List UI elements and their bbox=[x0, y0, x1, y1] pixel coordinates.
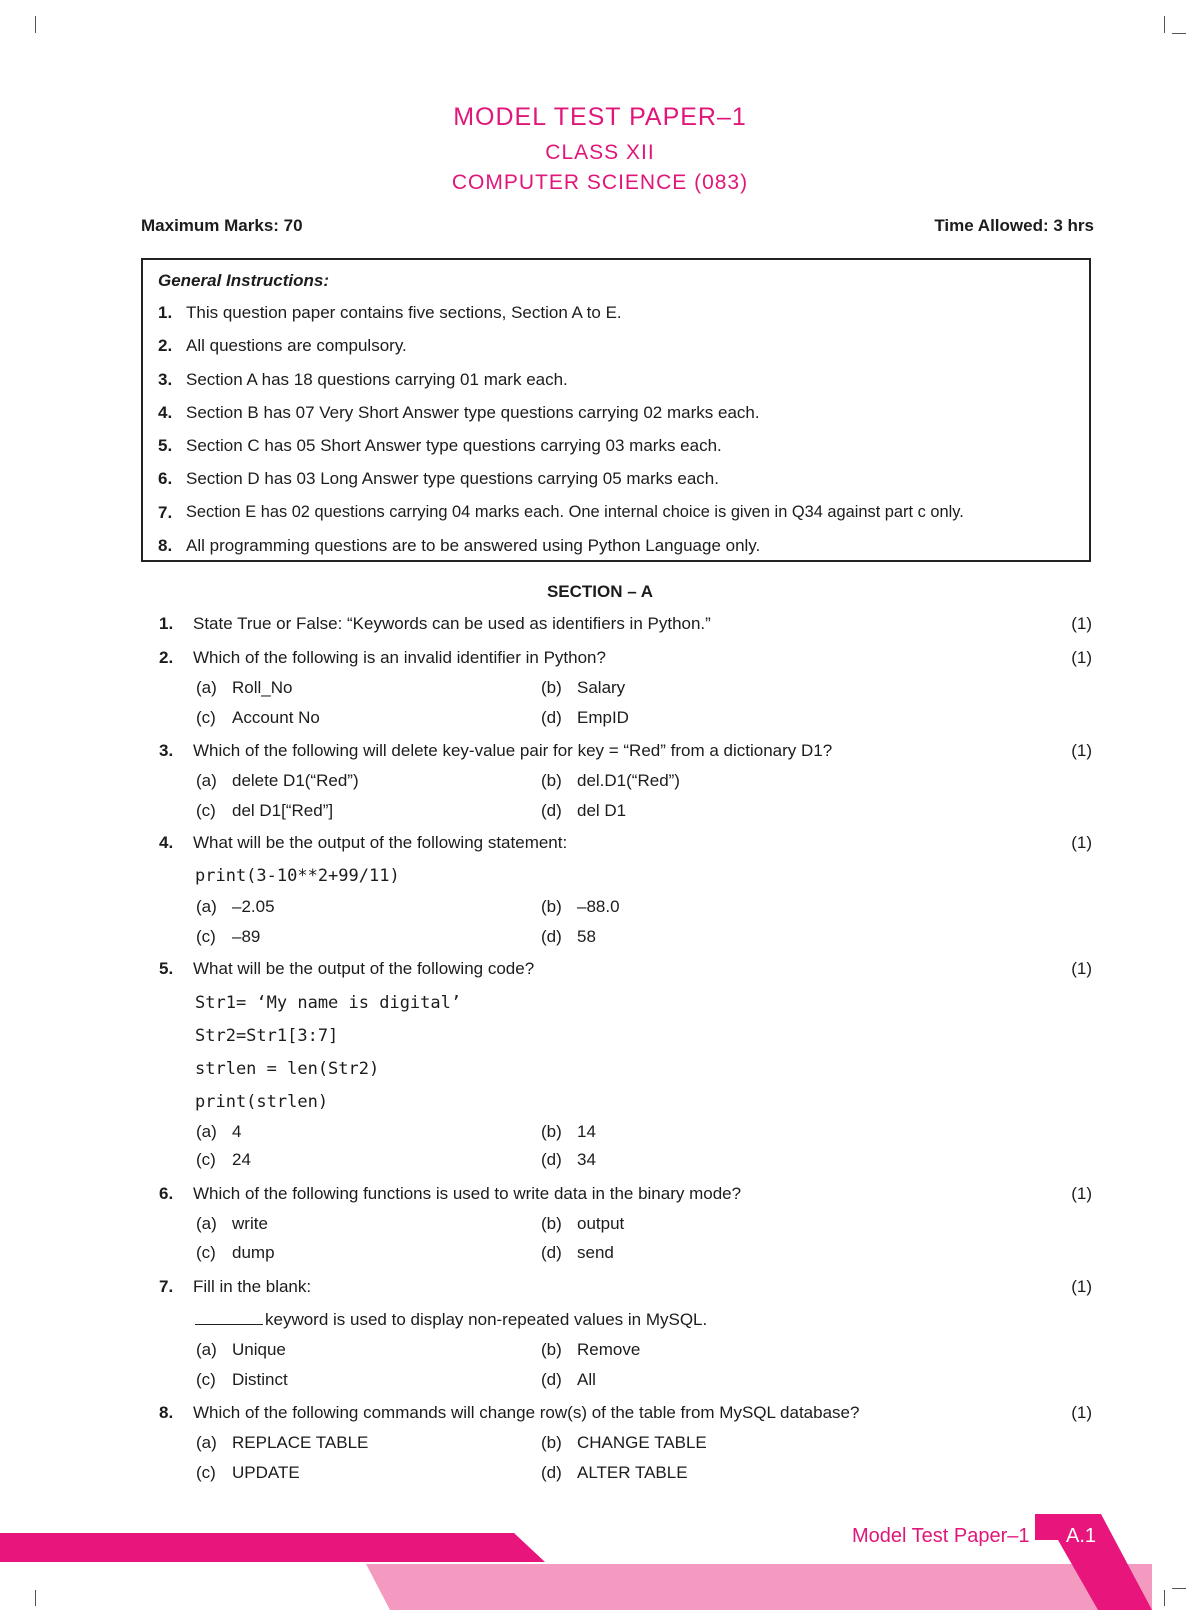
option-text: –89 bbox=[232, 927, 261, 946]
footer-label: Model Test Paper–1 bbox=[852, 1525, 1030, 1547]
question-6 bbox=[159, 1184, 1092, 1204]
option-text: Remove bbox=[577, 1340, 641, 1359]
option-text: send bbox=[577, 1243, 614, 1262]
option-item bbox=[541, 1340, 640, 1360]
instruction-text: All questions are compulsory. bbox=[186, 336, 407, 356]
question-number: 8. bbox=[159, 1403, 174, 1422]
option-text: –2.05 bbox=[232, 897, 275, 916]
instruction-text: Section D has 03 Long Answer type questions carrying 05 marks each. bbox=[186, 469, 719, 489]
instruction-item bbox=[158, 329, 1074, 362]
fill-in-text: keyword is used to display non-repeated values in MySQL. bbox=[265, 1310, 708, 1329]
option-item bbox=[196, 771, 359, 791]
page-number: A.1 bbox=[1066, 1525, 1097, 1547]
class-title: CLASS XII bbox=[545, 141, 655, 164]
option-item bbox=[541, 1370, 596, 1390]
option-letter: (d) bbox=[541, 1463, 562, 1482]
option-letter: (c) bbox=[196, 801, 216, 820]
question-text: Which of the following will delete key-value pair for key = “Red” from a dictionary D1? bbox=[193, 741, 833, 760]
option-text: CHANGE TABLE bbox=[577, 1433, 707, 1452]
option-item bbox=[541, 801, 626, 821]
option-item bbox=[196, 1150, 251, 1170]
option-item bbox=[196, 897, 275, 917]
option-letter: (d) bbox=[541, 927, 562, 946]
option-text: 4 bbox=[232, 1122, 242, 1141]
code-line: strlen = len(Str2) bbox=[195, 1059, 380, 1079]
option-item bbox=[196, 1370, 288, 1390]
option-letter: (d) bbox=[541, 708, 562, 727]
option-text: 34 bbox=[577, 1150, 596, 1169]
option-text: 58 bbox=[577, 927, 596, 946]
question-number: 2. bbox=[159, 648, 174, 667]
question-3 bbox=[159, 741, 1092, 761]
option-text: Account No bbox=[232, 708, 320, 727]
crop-mark-top-left bbox=[35, 16, 36, 33]
general-instructions-box bbox=[141, 258, 1091, 562]
code-line: Str1= ‘My name is digital’ bbox=[195, 993, 462, 1013]
option-letter: (b) bbox=[541, 1214, 562, 1233]
instruction-number: 1. bbox=[158, 303, 173, 322]
instruction-item bbox=[158, 296, 1074, 329]
instruction-item bbox=[158, 529, 1074, 562]
option-item bbox=[196, 1214, 268, 1234]
option-item bbox=[196, 1340, 286, 1360]
question-5 bbox=[159, 959, 1092, 979]
option-item bbox=[541, 897, 620, 917]
option-item bbox=[541, 1243, 614, 1263]
question-marks: (1) bbox=[1071, 1403, 1092, 1422]
instruction-item bbox=[158, 462, 1074, 495]
question-7 bbox=[159, 1277, 1092, 1297]
section-a-heading: SECTION – A bbox=[546, 582, 654, 601]
instruction-number: 2. bbox=[158, 336, 173, 356]
option-item bbox=[196, 1122, 241, 1142]
option-text: del D1[“Red”] bbox=[232, 801, 334, 820]
option-letter: (c) bbox=[196, 927, 216, 946]
option-letter: (a) bbox=[196, 1433, 217, 1452]
option-letter: (d) bbox=[541, 1150, 562, 1169]
option-text: Distinct bbox=[232, 1370, 288, 1389]
option-letter: (c) bbox=[196, 1243, 216, 1262]
option-text: Unique bbox=[232, 1340, 286, 1359]
option-text: Roll_No bbox=[232, 678, 293, 697]
option-text: All bbox=[577, 1370, 596, 1389]
option-letter: (b) bbox=[541, 897, 562, 916]
option-text: –88.0 bbox=[577, 897, 620, 916]
footer-pink-band bbox=[366, 1564, 1152, 1610]
option-text: REPLACE TABLE bbox=[232, 1433, 369, 1452]
option-item bbox=[541, 708, 629, 728]
option-letter: (c) bbox=[196, 708, 216, 727]
instruction-number: 6. bbox=[158, 469, 173, 489]
option-letter: (c) bbox=[196, 1370, 216, 1389]
option-letter: (d) bbox=[541, 801, 562, 820]
option-letter: (b) bbox=[541, 1122, 562, 1141]
question-text: Which of the following is an invalid identifier in Python? bbox=[193, 648, 606, 667]
instruction-text: Section E has 02 questions carrying 04 marks each. One internal choice is given in Q34 against part c only. bbox=[186, 502, 964, 521]
option-text: output bbox=[577, 1214, 625, 1233]
blank-line bbox=[195, 1310, 263, 1325]
option-letter: (a) bbox=[196, 1340, 217, 1359]
instruction-item bbox=[158, 496, 1074, 529]
option-item bbox=[196, 1433, 368, 1453]
option-letter: (a) bbox=[196, 771, 217, 790]
question-8 bbox=[159, 1403, 1092, 1423]
option-letter: (a) bbox=[196, 1122, 217, 1141]
option-item bbox=[196, 1243, 275, 1263]
option-letter: (b) bbox=[541, 1433, 562, 1452]
option-item bbox=[541, 1214, 624, 1234]
instruction-number: 7. bbox=[158, 502, 173, 522]
option-text: Salary bbox=[577, 678, 626, 697]
instructions-heading: General Instructions: bbox=[158, 271, 329, 290]
question-text: Fill in the blank: bbox=[193, 1277, 312, 1296]
option-text: UPDATE bbox=[232, 1463, 300, 1482]
option-letter: (a) bbox=[196, 897, 217, 916]
question-number: 7. bbox=[159, 1277, 174, 1296]
question-number: 3. bbox=[159, 741, 174, 760]
code-line: print(3-10**2+99/11) bbox=[195, 866, 400, 886]
option-letter: (d) bbox=[541, 1243, 562, 1262]
question-text: State True or False: “Keywords can be used as identifiers in Python.” bbox=[193, 614, 711, 633]
option-item bbox=[541, 771, 680, 791]
instruction-item bbox=[158, 429, 1074, 462]
option-letter: (a) bbox=[196, 678, 217, 697]
option-text: del.D1(“Red”) bbox=[577, 771, 680, 790]
footer-magenta-band bbox=[0, 1533, 545, 1562]
option-item bbox=[196, 927, 260, 947]
instruction-item bbox=[158, 396, 1074, 429]
question-1 bbox=[159, 614, 1092, 634]
option-text: EmpID bbox=[577, 708, 629, 727]
code-line: print(strlen) bbox=[195, 1092, 329, 1112]
time-allowed: Time Allowed: 3 hrs bbox=[934, 216, 1094, 235]
question-number: 5. bbox=[159, 959, 174, 978]
question-marks: (1) bbox=[1071, 1277, 1092, 1296]
question-marks: (1) bbox=[1071, 648, 1092, 667]
option-item bbox=[541, 678, 625, 698]
option-letter: (b) bbox=[541, 678, 562, 697]
option-item bbox=[541, 1122, 596, 1142]
question-text: Which of the following commands will change row(s) of the table from MySQL database? bbox=[193, 1403, 860, 1422]
maximum-marks: Maximum Marks: 70 bbox=[141, 216, 303, 235]
option-item bbox=[541, 1150, 596, 1170]
option-letter: (c) bbox=[196, 1463, 216, 1482]
instruction-number: 3. bbox=[158, 369, 173, 389]
question-number: 6. bbox=[159, 1184, 174, 1203]
option-item bbox=[196, 708, 320, 728]
instruction-text: Section A has 18 questions carrying 01 mark each. bbox=[186, 369, 568, 389]
question-number: 1. bbox=[159, 614, 174, 633]
option-letter: (b) bbox=[541, 1340, 562, 1359]
question-marks: (1) bbox=[1071, 614, 1092, 633]
question-marks: (1) bbox=[1071, 959, 1092, 978]
option-letter: (b) bbox=[541, 771, 562, 790]
option-text: del D1 bbox=[577, 801, 627, 820]
question-2 bbox=[159, 648, 1092, 668]
subject-title: COMPUTER SCIENCE (083) bbox=[451, 171, 749, 194]
option-text: dump bbox=[232, 1243, 275, 1262]
code-line: Str2=Str1[3:7] bbox=[195, 1026, 339, 1046]
option-text: delete D1(“Red”) bbox=[232, 771, 359, 790]
option-text: 24 bbox=[232, 1150, 251, 1169]
option-item bbox=[196, 1463, 300, 1483]
option-letter: (a) bbox=[196, 1214, 217, 1233]
question-text: What will be the output of the following statement: bbox=[193, 833, 568, 852]
crop-mark-top-right bbox=[1164, 16, 1165, 33]
question-marks: (1) bbox=[1071, 833, 1092, 852]
footer-band bbox=[0, 1500, 1200, 1624]
instruction-text: Section B has 07 Very Short Answer type questions carrying 02 marks each. bbox=[186, 402, 760, 422]
title-block bbox=[0, 100, 1200, 198]
instruction-item bbox=[158, 363, 1074, 396]
option-item bbox=[541, 1433, 707, 1453]
instruction-number: 4. bbox=[158, 402, 173, 422]
option-text: ALTER TABLE bbox=[577, 1463, 688, 1482]
fill-in-line bbox=[195, 1310, 707, 1330]
option-text: 14 bbox=[577, 1122, 596, 1141]
question-marks: (1) bbox=[1071, 741, 1092, 760]
instruction-number: 5. bbox=[158, 436, 173, 456]
option-item bbox=[196, 801, 333, 821]
option-item bbox=[196, 678, 292, 698]
question-text: Which of the following functions is used to write data in the binary mode? bbox=[193, 1184, 742, 1203]
option-item bbox=[541, 1463, 688, 1483]
question-4 bbox=[159, 833, 1092, 853]
instruction-number: 8. bbox=[158, 536, 173, 556]
question-number: 4. bbox=[159, 833, 174, 852]
paper-title: MODEL TEST PAPER–1 bbox=[453, 103, 747, 131]
option-letter: (c) bbox=[196, 1150, 216, 1169]
instruction-text: This question paper contains five sections, Section A to E. bbox=[186, 303, 622, 322]
option-item bbox=[541, 927, 596, 947]
option-text: write bbox=[232, 1214, 268, 1233]
instruction-text: Section C has 05 Short Answer type questions carrying 03 marks each. bbox=[186, 436, 722, 456]
question-marks: (1) bbox=[1071, 1184, 1092, 1203]
option-letter: (d) bbox=[541, 1370, 562, 1389]
crop-mark-top-right-h bbox=[1172, 33, 1186, 34]
instruction-text: All programming questions are to be answered using Python Language only. bbox=[186, 536, 761, 556]
question-text: What will be the output of the following code? bbox=[193, 959, 535, 978]
